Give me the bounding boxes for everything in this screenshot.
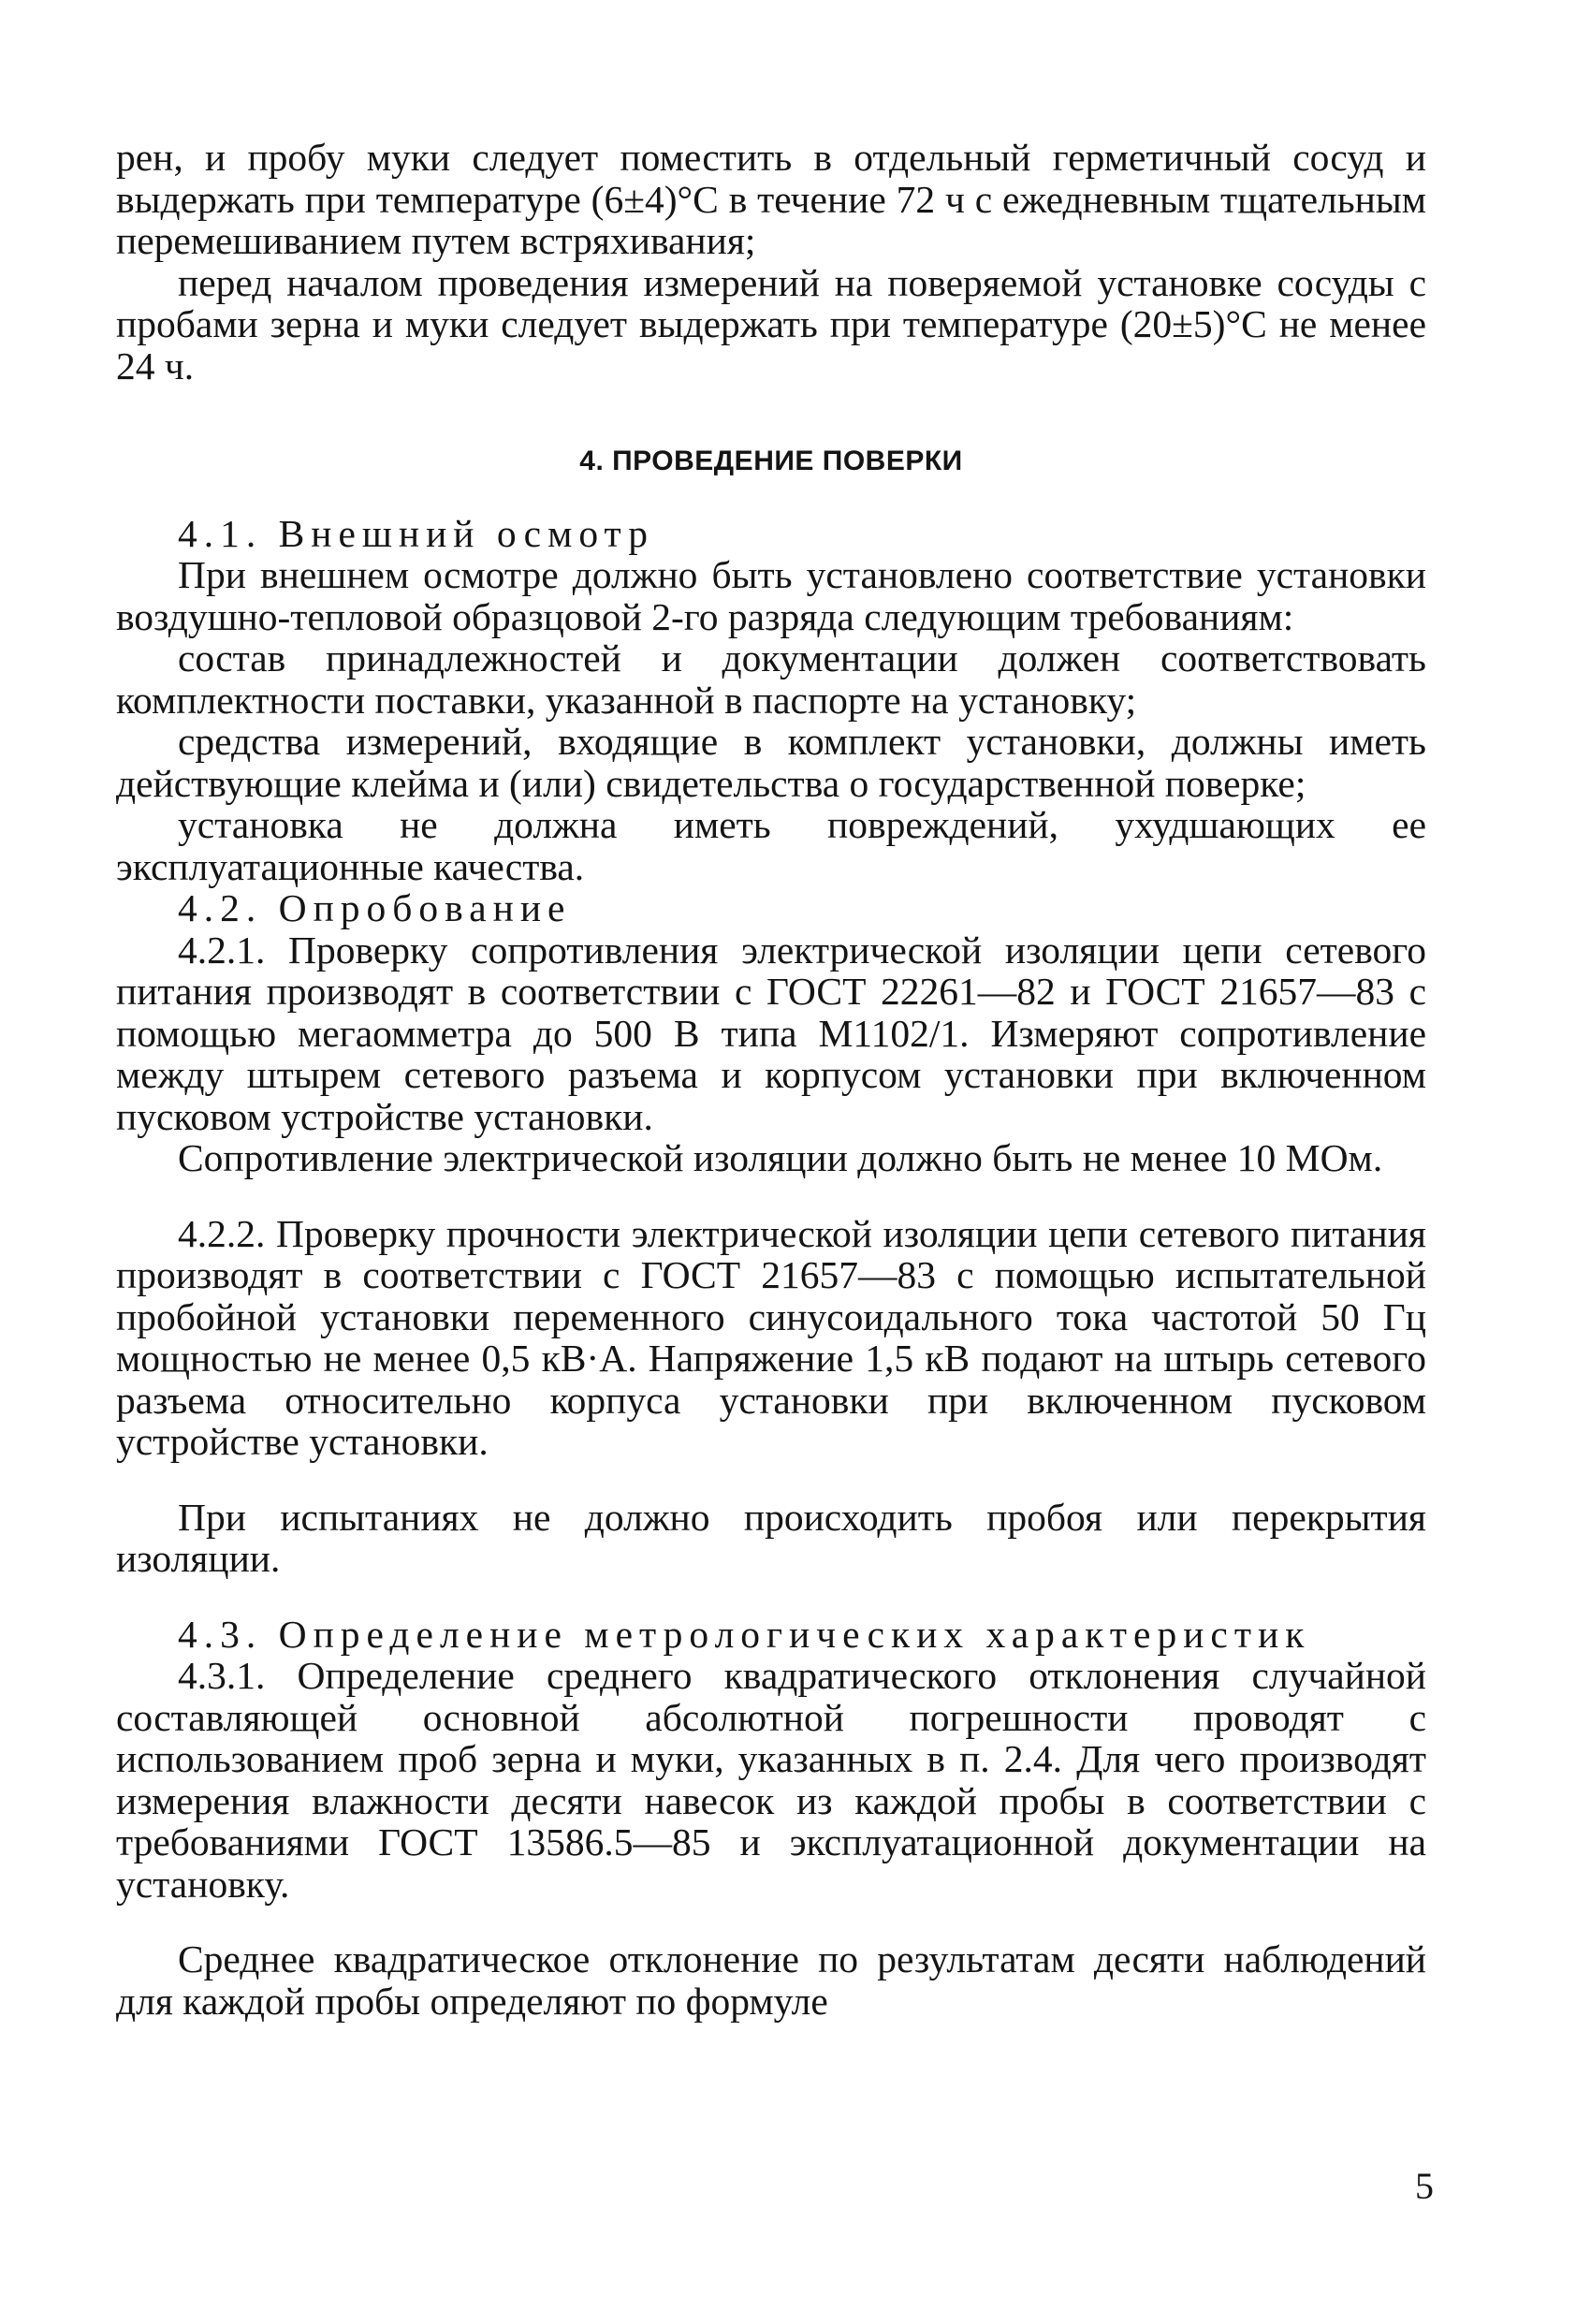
page-number: 5	[1415, 2165, 1434, 2207]
subsection-heading-4-2: 4.2. Опробование	[178, 886, 572, 929]
section-heading: 4. ПРОВЕДЕНИЕ ПОВЕРКИ	[579, 446, 963, 476]
paragraph-4-3-1: 4.3.1. Определение среднего квадратического отклонения случайной составляющей основной абсолютной погрешности проводят с использованием проб зерна и муки, указанных в п. 2.4. Для чего производят измерения влажности десяти навесок из каждой пробы в соответствии с требованиями ГОСТ 13586.5—85 и эксплуатационной документации на установку.	[116, 1654, 1426, 1906]
paragraph-inspection-intro: При внешнем осмотре должно быть установлено соответствие установки воздушно-тепловой образцовой 2-го разряда следующим требованиям:	[116, 553, 1426, 638]
body-text	[116, 137, 1426, 2022]
paragraph-completeness: состав принадлежностей и документации должен соответствовать комплектности поставки, указанной в паспорте на установку;	[116, 636, 1426, 722]
paragraph-formula-intro: Среднее квадратическое отклонение по результатам десяти наблюдений для каждой пробы определяют по формуле	[116, 1937, 1426, 2023]
paragraph-4-2-1: 4.2.1. Проверку сопротивления электрической изоляции цепи сетевого питания производят в соответствии с ГОСТ 22261—82 и ГОСТ 21657—83 с помощью мегаомметра до 500 В типа М1102/1. Измеряют сопротивление между штырем сетевого разъема и корпусом установки при включенном пусковом устройстве установки.	[116, 928, 1426, 1138]
paragraph-resistance-requirement: Сопротивление электрической изоляции должно быть не менее 10 МОм.	[178, 1136, 1383, 1179]
paragraph-sample-conditioning: перед началом проведения измерений на поверяемой установке сосуды с пробами зерна и муки следует выдержать при температуре (20±5)°С не менее 24 ч.	[116, 260, 1426, 387]
paragraph-no-breakdown: При испытаниях не должно происходить пробоя или перекрытия изоляции.	[116, 1495, 1426, 1580]
paragraph-no-damage: установка не должна иметь повреждений, ухудшающих ее эксплуатационные качества.	[116, 803, 1426, 888]
subsection-heading-4-3: 4.3. Определение метрологических характеристик	[178, 1612, 1311, 1656]
paragraph-4-2-2: 4.2.2. Проверку прочности электрической изоляции цепи сетевого питания производят в соответствии с ГОСТ 21657—83 с помощью испытательной пробойной установки переменного синусоидального тока частотой 50 Гц мощностью не менее 0,5 кВ·А. Напряжение 1,5 кВ подают на штырь сетевого разъема относительно корпуса установки при включенном пусковом устройстве установки.	[116, 1211, 1426, 1463]
paragraph-continuation: рен, и пробу муки следует поместить в отдельный герметичный сосуд и выдержать при температуре (6±4)°С в течение 72 ч с ежедневным тщательным перемешиванием путем встряхивания;	[116, 136, 1426, 262]
subsection-heading-4-1: 4.1. Внешний осмотр	[178, 511, 654, 555]
paragraph-measuring-means: средства измерений, входящие в комплект установки, должны иметь действующие клейма и (или) свидетельства о государственной поверке;	[116, 720, 1426, 805]
